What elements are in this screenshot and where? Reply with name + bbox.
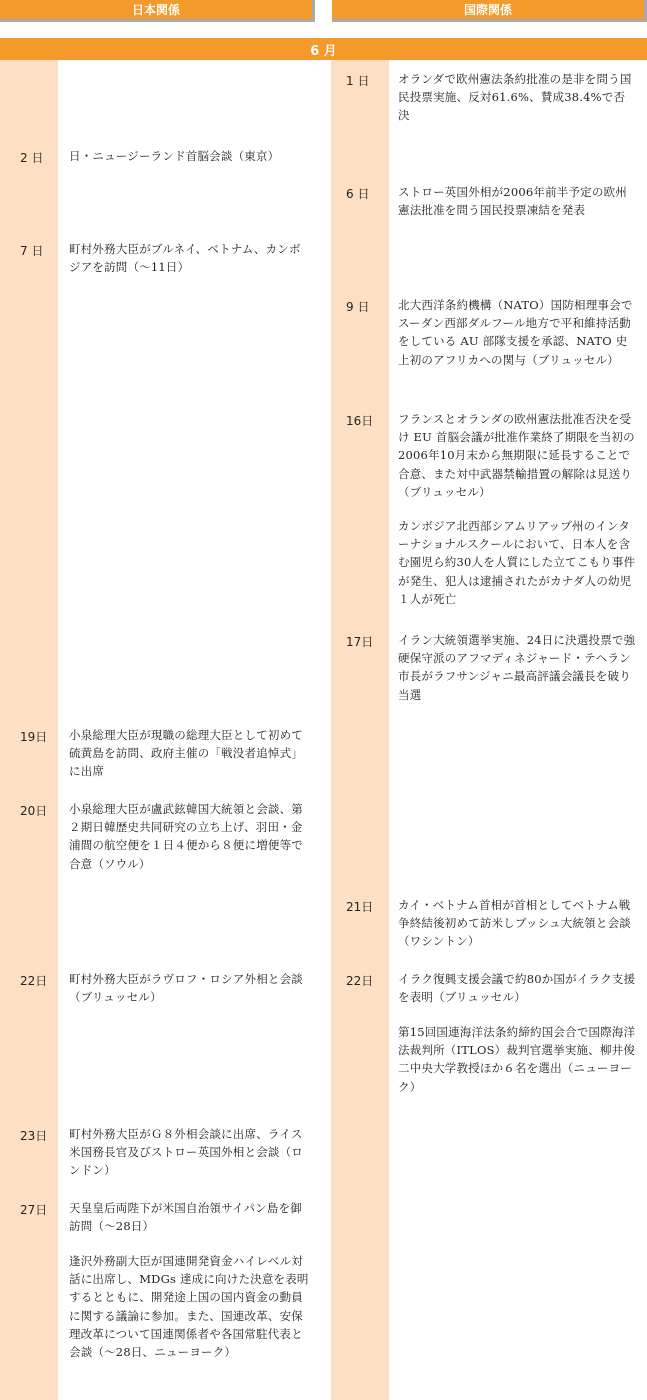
month-banner: 6 月 xyxy=(0,38,647,60)
japan-event-text: 町村外務大臣がＧ８外相会談に出席、ライス米国務長官及びストロー英国外相と会談（ロンドン） xyxy=(69,1127,303,1178)
japan-event-day: 7 日 xyxy=(20,244,44,258)
intl-event-text: フランスとオランダの欧州憲法批准否決を受け EU 首脳会議が批准作業終了期限を当初の2006年10月末から無期限に延長することで合意、また対中武器禁輸措置の解除は見送り（ブリュッセル） xyxy=(398,412,635,499)
japan-relations-header: 日本関係 xyxy=(0,0,315,22)
intl-event-day: 9 日 xyxy=(346,300,370,314)
intl-event-text: オランダで欧州憲法条約批准の是非を問う国民投票実施、反対61.6%、賛成38.4%で否決 xyxy=(398,72,632,123)
japan-event-day: 27日 xyxy=(20,1203,48,1217)
japan-event-text: 天皇皇后両陛下が米国自治領サイパン島を御訪問（～28日） xyxy=(69,1201,302,1234)
international-relations-header: 国際関係 xyxy=(332,0,647,22)
japan-event-text: 町村外務大臣がブルネイ、ベトナム、カンボジアを訪問（～11日） xyxy=(69,242,301,275)
japan-event-text: 逢沢外務副大臣が国連開発資金ハイレベル対話に出席し、MDGs 達成に向けた決意を表明するとともに、開発途上国の国内資金の動員に関する議論に参加。また、国連改革、安保理改革について国連関係者や各国常駐代表と会談（～28日、ニューヨーク） xyxy=(69,1254,309,1360)
intl-event-text: カイ・ベトナム首相が首相としてベトナム戦争終結後初めて訪米しブッシュ大統領と会談（ワシントン） xyxy=(398,898,631,949)
intl-event-text: ストロー英国外相が2006年前半予定の欧州憲法批准を問う国民投票凍結を発表 xyxy=(398,185,627,218)
intl-event-text: カンボジア北西部シアムリアップ州のインターナショナルスクールにおいて、日本人を含む園児ら約30人を人質にした立てこもり事件が発生、犯人は逮捕されたがカナダ人の幼児１人が死亡 xyxy=(398,519,636,606)
intl-event-text: 北大西洋条約機構（NATO）国防相理事会でスーダン西部ダルフール地方で平和維持活動をしている AU 部隊支援を承認、NATO 史上初のアフリカへの関与（ブリュッセル） xyxy=(398,298,633,367)
intl-event-day: 17日 xyxy=(346,635,374,649)
japan-event-text: 小泉総理大臣が現職の総理大臣として初めて硫黄島を訪問、政府主催の「戦没者追悼式」に出席 xyxy=(69,728,303,779)
intl-event-text: 第15回国連海洋法条約締約国会合で国際海洋法裁判所（ITLOS）裁判官選挙実施、柳井俊二中央大学教授ほか６名を選出（ニューヨーク） xyxy=(398,1025,636,1094)
japan-event-day: 19日 xyxy=(20,730,48,744)
japan-event-text: 町村外務大臣がラヴロフ・ロシア外相と会談（ブリュッセル） xyxy=(69,972,303,1005)
intl-event-day: 6 日 xyxy=(346,187,370,201)
japan-event-day: 2 日 xyxy=(20,151,44,165)
intl-event-day: 22日 xyxy=(346,974,374,988)
intl-event-text: イラク復興支援会議で約80か国がイラク支援を表明（ブリュッセル） xyxy=(398,972,636,1005)
intl-event-day: 1 日 xyxy=(346,74,370,88)
japan-event-text: 日・ニュージーランド首脳会談（東京） xyxy=(69,149,280,163)
intl-event-text: イラン大統領選挙実施、24日に決選投票で強硬保守派のアフマディネジャード・テヘラン市長がラフサンジャニ最高評議会議長を破り当選 xyxy=(398,633,636,702)
intl-event-day: 16日 xyxy=(346,414,374,428)
japan-event-day: 23日 xyxy=(20,1129,48,1143)
japan-event-day: 22日 xyxy=(20,974,48,988)
right-date-column xyxy=(331,60,389,1400)
intl-event-day: 21日 xyxy=(346,900,374,914)
japan-event-text: 小泉総理大臣が盧武鉉韓国大統領と会談、第２期日韓歴史共同研究の立ち上げ、羽田・金浦間の航空便を１日４便から８便に増便等で合意（ソウル） xyxy=(69,802,303,871)
japan-event-day: 20日 xyxy=(20,804,48,818)
